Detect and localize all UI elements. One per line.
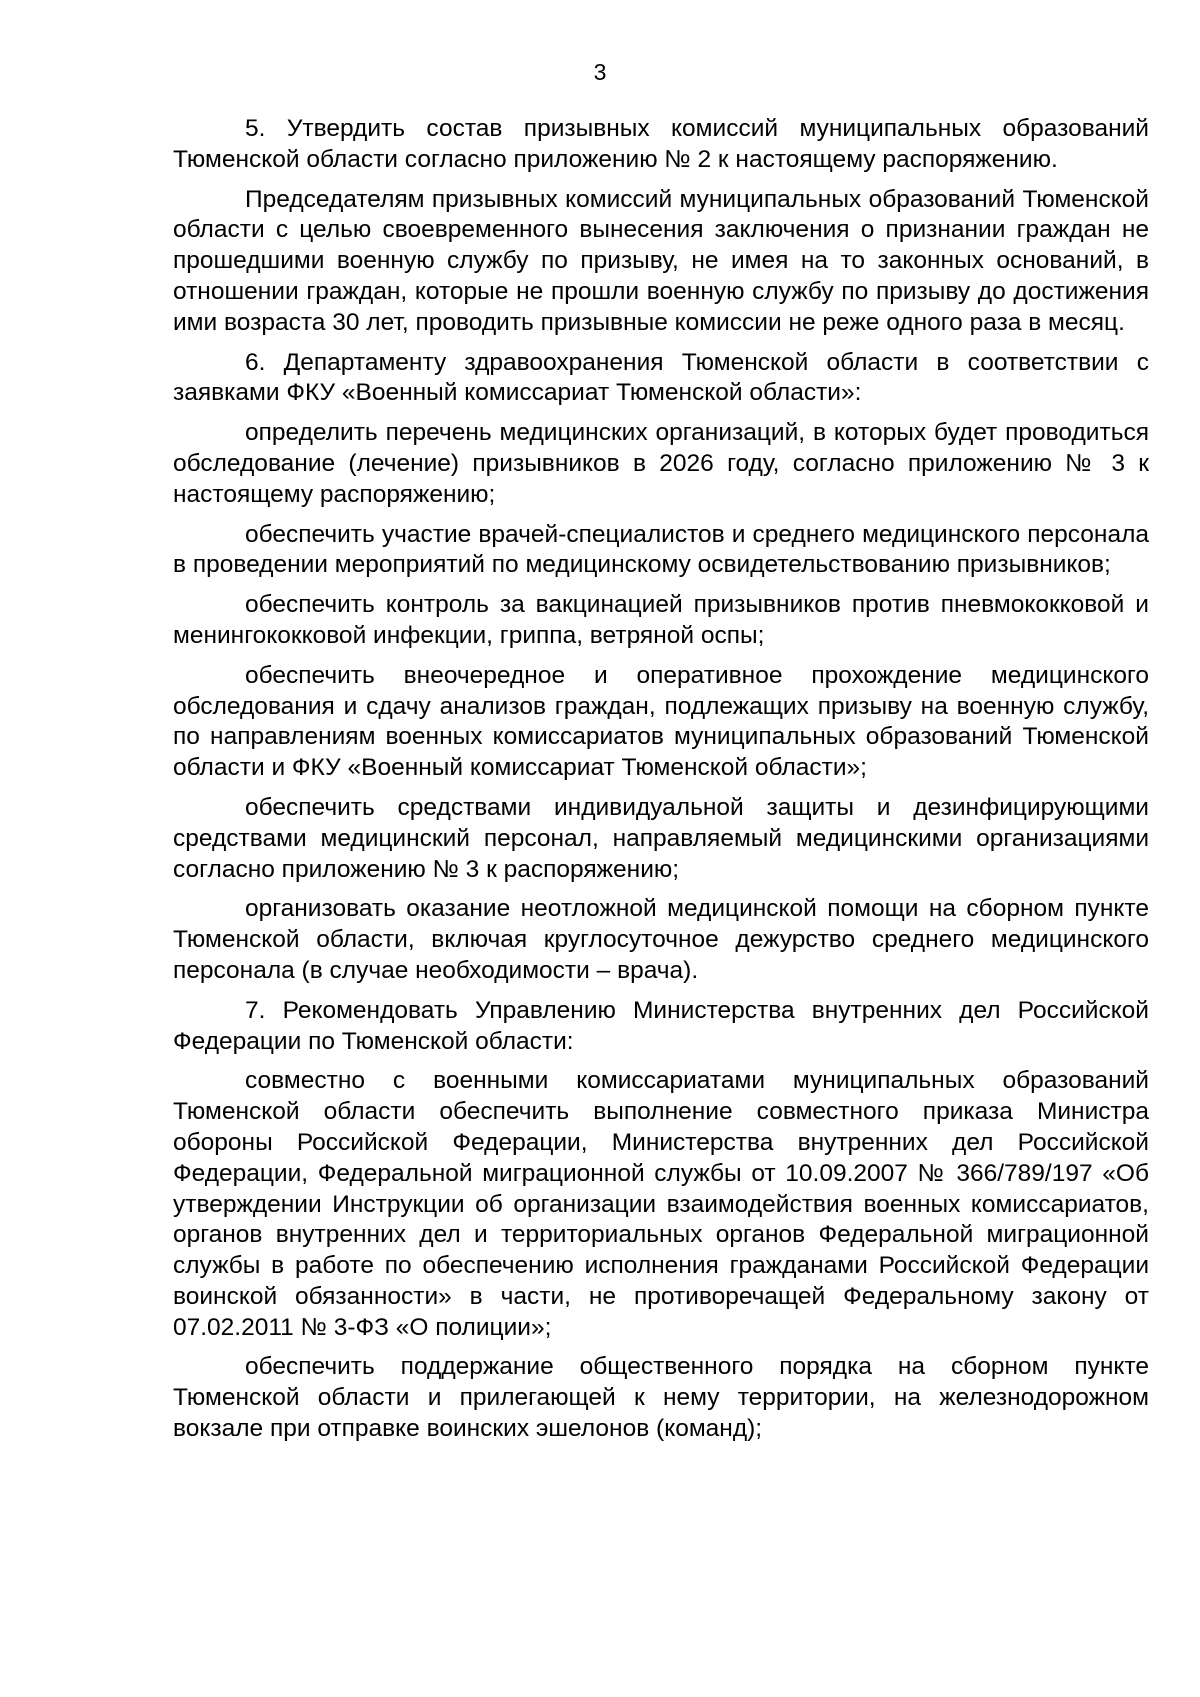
- paragraph-item-6-health-department: 6. Департаменту здравоохранения Тюменской области в соответствии с заявками ФКУ «Военный комиссариат Тюменской области»:: [173, 348, 1149, 407]
- paragraph-define-medical-organizations: определить перечень медицинских организаций, в которых будет проводиться обследование (лечение) призывников в 2026 году, согласно приложению № 3 к настоящему распоряжению;: [173, 419, 1149, 508]
- paragraph-joint-order: совместно с военными комиссариатами муниципальных образований Тюменской области обеспечить выполнение совместного приказа Министра обороны Российской Федерации, Министерства внутренних дел Российской Федерации, Федеральной миграционной службы от 10.09.2007 № 366/789/197 «Об утверждении Инструкции об организации взаимодействия военных комиссариатов, органов внутренних дел и территориальных органов Федеральной миграционной службы в работе по обеспечению исполнения гражданами Российской Федерации воинской обязанности» в части, не противоречащей Федеральному закону от 07.02.2011 № 3-ФЗ «О полиции»;: [173, 1067, 1149, 1341]
- document-body: [173, 114, 1149, 1454]
- paragraph-ensure-specialists: обеспечить участие врачей-специалистов и среднего медицинского персонала в проведении мероприятий по медицинскому освидетельствованию призывников;: [173, 520, 1149, 579]
- paragraph-item-5-approve-commissions: 5. Утвердить состав призывных комиссий муниципальных образований Тюменской области согласно приложению № 2 к настоящему распоряжению.: [173, 115, 1149, 173]
- paragraph-protective-equipment: обеспечить средствами индивидуальной защиты и дезинфицирующими средствами медицинский персонал, направляемый медицинскими организациями согласно приложению № 3 к распоряжению;: [173, 793, 1149, 883]
- paragraph-public-order: обеспечить поддержание общественного порядка на сборном пункте Тюменской области и прилегающей к нему территории, на железнодорожном вокзале при отправке воинских эшелонов (команд);: [173, 1353, 1149, 1443]
- paragraph-emergency-care: организовать оказание неотложной медицинской помощи на сборном пункте Тюменской области, включая круглосуточное дежурство среднего медицинского персонала (в случае необходимости – врача).: [173, 895, 1149, 984]
- page-number: 3: [593, 59, 607, 85]
- paragraph-commission-chairs: Председателям призывных комиссий муниципальных образований Тюменской области с целью своевременного вынесения заключения о признании граждан не прошедшими военную службу по призыву, не имея на то законных оснований, в отношении граждан, которые не прошли военную службу по призыву до достижения ими возраста 30 лет, проводить призывные комиссии не реже одного раза в месяц.: [173, 185, 1149, 336]
- paragraph-vaccination-control: обеспечить контроль за вакцинацией призывников против пневмококковой и менингококковой инфекции, гриппа, ветряной оспы;: [173, 591, 1149, 649]
- paragraph-item-7-interior-ministry: 7. Рекомендовать Управлению Министерства внутренних дел Российской Федерации по Тюменской области:: [173, 996, 1149, 1055]
- paragraph-priority-examination: обеспечить внеочередное и оперативное прохождение медицинского обследования и сдачу анализов граждан, подлежащих призыву на военную службу, по направлениям военных комиссариатов муниципальных образований Тюменской области и ФКУ «Военный комиссариат Тюменской области»;: [173, 661, 1149, 782]
